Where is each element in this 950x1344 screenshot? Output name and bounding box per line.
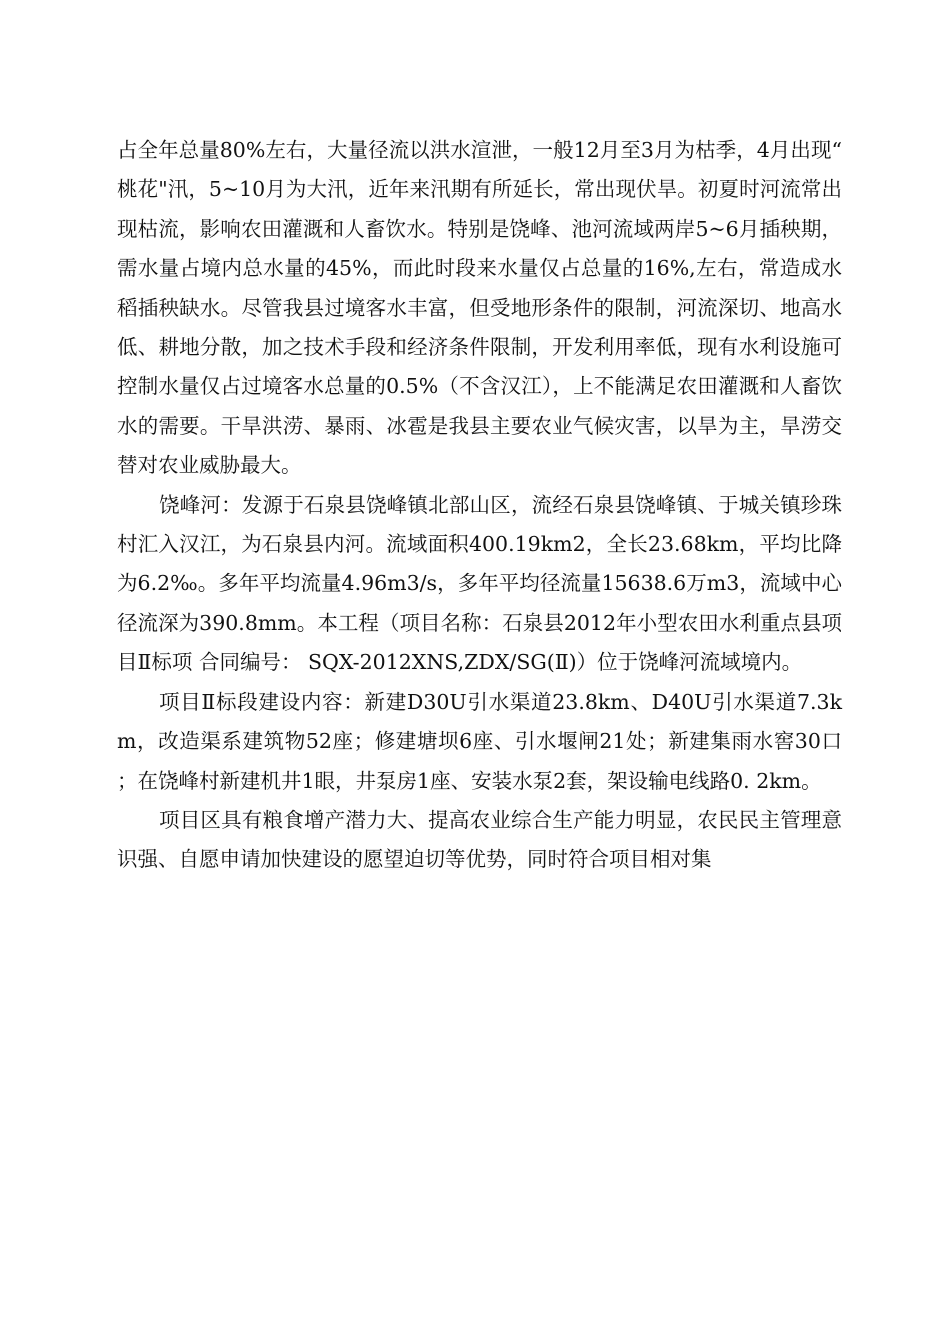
body-text	[117, 131, 842, 880]
paragraph-project-advantages: 项目区具有粮食增产潜力大、提高农业综合生产能力明显，农民民主管理意识强、自愿申请加快建设的愿望迫切等优势，同时符合项目相对集	[117, 807, 842, 872]
paragraph-water-resources: 占全年总量80%左右，大量径流以洪水渲泄，一般12月至3月为枯季，4月出现“桃花"汛，5~10月为大汛，近年来汛期有所延长，常出现伏旱。初夏时河流常出现枯流，影响农田灌溉和人畜饮水。特别是饶峰、池河流域两岸5~6月插秧期，需水量占境内总水量的45%，而此时段来水量仅占总量的16%,左右，常造成水稻插秧缺水。尽管我县过境客水丰富，但受地形条件的限制，河流深切、地高水低、耕地分散，加之技术手段和经济条件限制，开发利用率低，现有水利设施可控制水量仅占过境客水总量的0.5%（不含汉江），上不能满足农田灌溉和人畜饮水的需要。干旱洪涝、暴雨、冰雹是我县主要农业气候灾害，以旱为主，旱涝交替对农业威胁最大。	[117, 138, 842, 478]
paragraph-project-content: 项目Ⅱ标段建设内容：新建D30U引水渠道23.8km、D40U引水渠道7.3km，改造渠系建筑物52座；修建塘坝6座、引水堰闸21处；新建集雨水窖30口；在饶峰村新建机井1眼，井泵房1座、安装水泵2套，架设输电线路0. 2km。	[117, 689, 842, 793]
paragraph-raofeng-river: 饶峰河：发源于石泉县饶峰镇北部山区，流经石泉县饶峰镇、于城关镇珍珠村汇入汉江，为石泉县内河。流域面积400.19km2，全长23.68km，平均比降为6.2‰。多年平均流量4.96m3/s，多年平均径流量15638.6万m3，流域中心径流深为390.8mm。本工程（项目名称：石泉县2012年小型农田水利重点县项目Ⅱ标项 合同编号： SQX-2012XNS,ZDX/SG(Ⅱ)）位于饶峰河流域境内。	[117, 492, 842, 675]
